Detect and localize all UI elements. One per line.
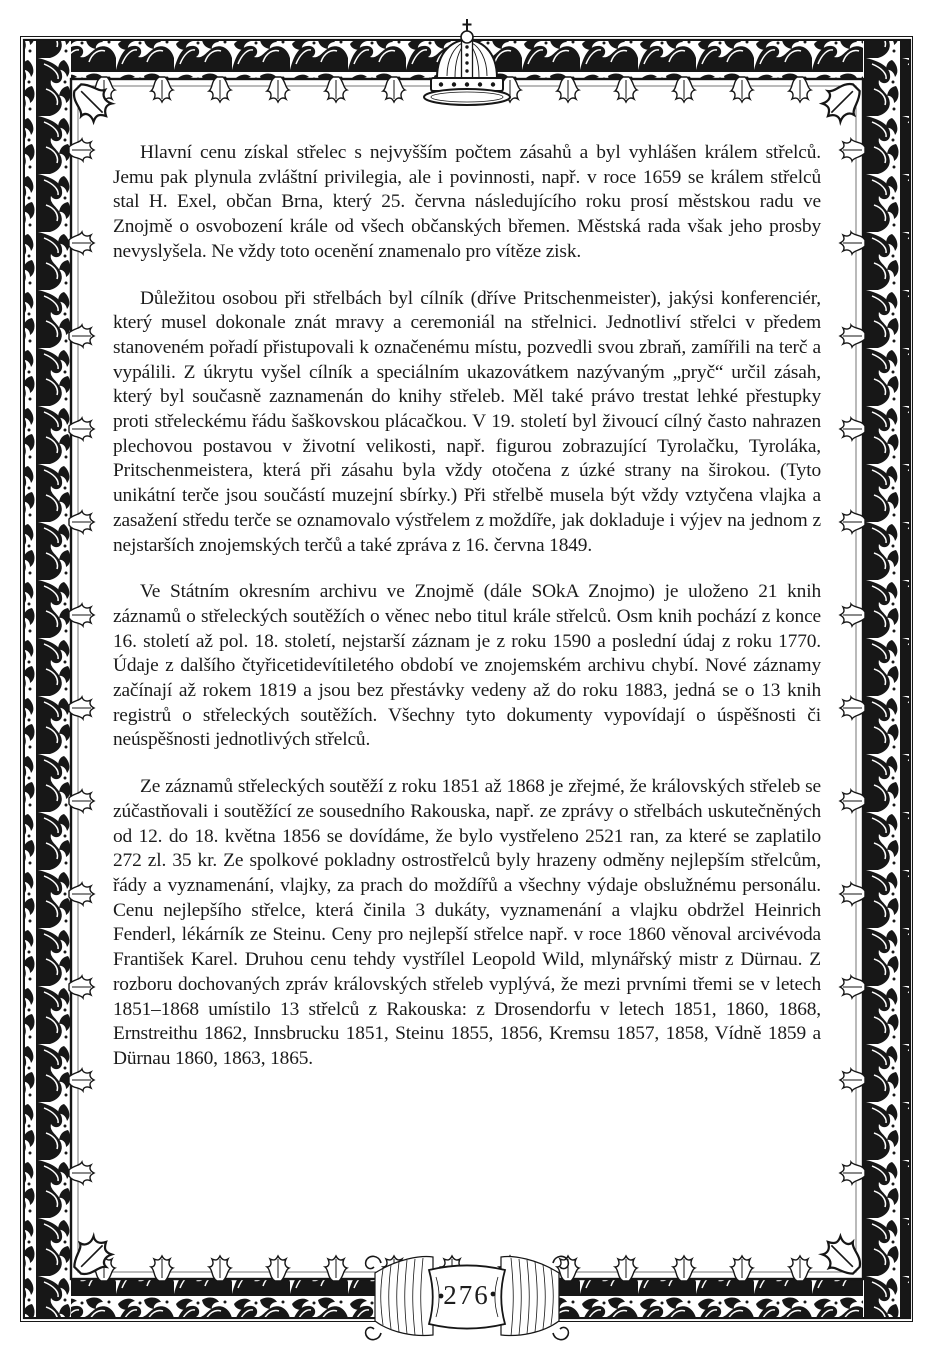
page-number: [0, 1280, 933, 1311]
body-paragraph: Ze záznamů střeleckých soutěží z roku 1851 až 1868 je zřejmé, že královských střeleb se zúčastňovali i soutěžící ze sousedního Rakouska, např. ze zprávy o střelbách uskutečněných od 12. do 18. května 1856 se dovídáme, že bylo vystřeleno 2521 ran, za které se zaplatilo 272 zl. 35 kr. Ze spolkové pokladny ostrostřelců byly hrazeny odměny nejlepším střelcům, řády a vyznamenání, vlajky, za prach do moždířů a všechny výdaje obslužnému personálu. Cenu nejlepšího střelce, která činila 3 dukáty, vyznamenání a vlajku obdržel Heinrich Fenderl, lékárník ze Steinu. Ceny pro nejlepší střelce např. v roce 1860 věnoval arcivévoda František Karel. Druhou cenu tehdy vystřílel Leopold Wild, mlynářský mistr z Dürnau. Z rozboru dochovaných zpráv královských střeleb vyplývá, že mezi prvními třemi se v letech 1851–1868 umístilo 13 střelců z Rakouska: z Drosendorfu v letech 1851, 1860, 1868, Ernstreithu 1862, Innsbrucku 1851, Steinu 1855, 1856, Kremsu 1857, 1858, Vídně 1859 a Dürnau 1860, 1863, 1865.: [113, 776, 821, 1069]
page-number-value: 276: [443, 1280, 490, 1310]
body-paragraph: Hlavní cenu získal střelec s nejvyšším počtem zásahů a byl vyhlášen králem střelců. Jemu pak plynula zvláštní privilegia, ale i povinnosti, např. v roce 1659 se králem střelců stal H. Exel, občan Brna, který 25. června následujícího roku prosí městskou radu ve Znojmě o osvobození krále od všech občanských břemen. Městská rada však jeho prosby nevyslyšela. Ne vždy toto ocenění znamenalo pro vítěze zisk.: [113, 142, 821, 262]
page-text: [113, 141, 821, 1094]
body-paragraph: Důležitou osobou při střelbách byl cílník (dříve Pritschenmeister), jakýsi konferenciér, který musel dokonale znát mravy a ceremoniál na střelnici. Jednotliví střelci v předem stanoveném pořadí přistupovali k označenému místu, pozvedli svou zbraň, zamířili na terč a vypálili. Z úkrytu vyšel cílník a speciálním ukazovátkem nazývaným „pryč“ určil zásah, který byl současně zaznamenán do knihy střeleb. Měl také právo trestat lehké přestupky proti střeleckému řádu šaškovskou plácačkou. V 19. století byl živoucí cílný často nahrazen plechovou postavou v životní velikosti, např. figurou zobrazující Tyrolačku, Tyroláka, Pritschenmeistera, která při zásahu byla vždy otočena z úzké strany na širokou. (Tyto unikátní terče jsou součástí muzejní sbírky.) Při střelbě musela být vždy vztyčena vlajka a zasažení středu terče se oznamovalo výstřelem z moždíře, jak dokladuje i výjev na jednom z nejstarších znojemských terčů a také zpráva z 16. června 1849.: [113, 287, 821, 556]
border-leaves-right: [840, 139, 865, 1184]
border-leaves-left: [69, 139, 94, 1184]
body-paragraph: Ve Státním okresním archivu ve Znojmě (dále SOkA Znojmo) je uloženo 21 knih záznamů o střeleckých soutěžích o věnec nebo titul krále střelců. Osm knih pochází z konce 16. století až pol. 18. století, nejstarší záznam je z roku 1590 a poslední údaj z roku 1770. Údaje z dalšího čtyřicetidevítiletého období ve znojemském archivu chybí. Nové záznamy začínají až rokem 1819 a jsou bez přestávky vedeny až do roku 1883, jedná se o 13 knih registrů o střeleckých soutěžích. Všechny tyto dokumenty vypovídají o úspěšnosti či neúspěšnosti jednotlivých střelců.: [113, 581, 821, 751]
